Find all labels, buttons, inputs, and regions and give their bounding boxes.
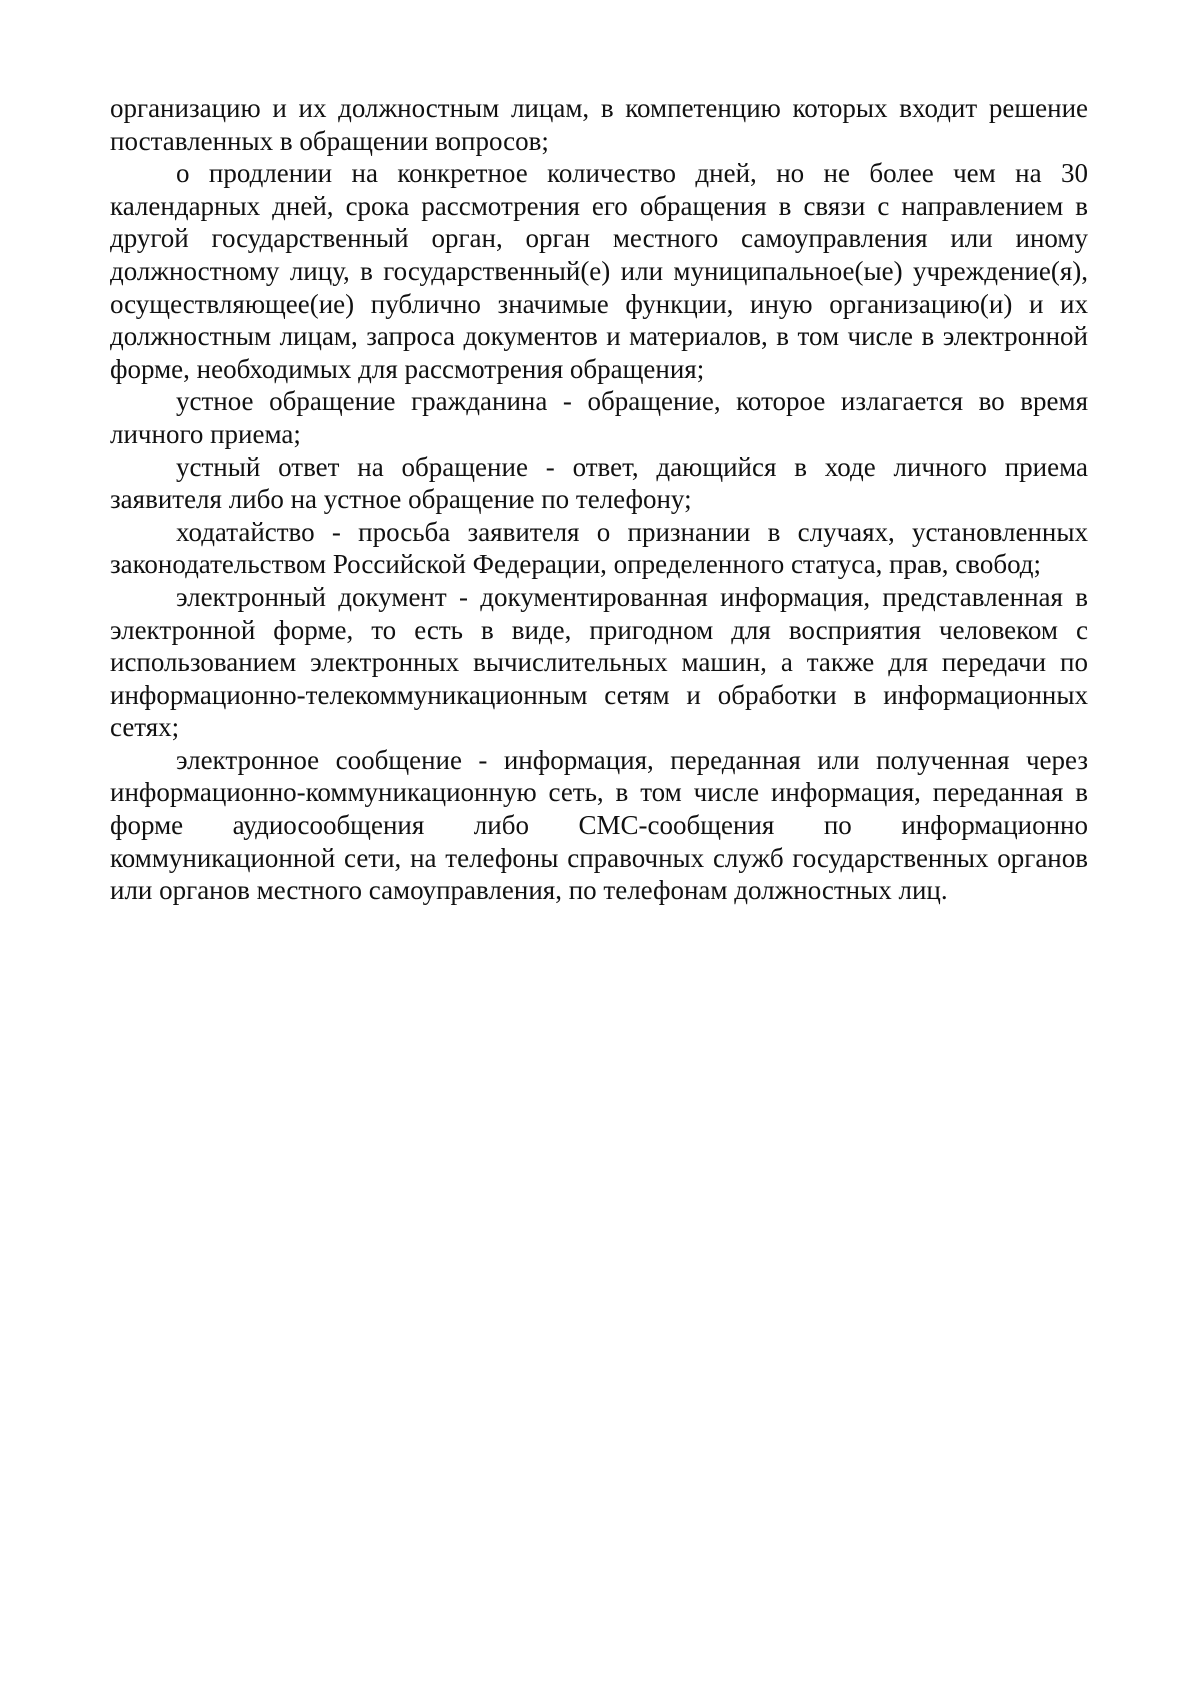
paragraph-5: ходатайство - просьба заявителя о признании в случаях, установленных законодательством Российской Федерации, определенного статуса, прав, свобод; <box>110 516 1088 580</box>
paragraph-3: устное обращение гражданина - обращение, которое излагается во время личного приема; <box>110 386 1088 449</box>
paragraph-6: электронный документ - документированная информация, представленная в электронной форме, то есть в виде, пригодном для восприятия человеком с использованием электронных вычислительных машин, а также для передачи по информационно-телекоммуникационным сетям и обработки в информационных сетях; <box>110 581 1088 743</box>
paragraph-7: электронное сообщение - информация, переданная или полученная через информационно-коммуникационную сеть, в том числе информация, переданная в форме аудиосообщения либо СМС-сообщения по информационно коммуникационной сети, на телефоны справочных служб государственных органов или органов местного самоуправления, по телефонам должностных лиц. <box>110 744 1088 906</box>
paragraph-2: о продлении на конкретное количество дней, но не более чем на 30 календарных дней, срока рассмотрения его обращения в связи с направлением в другой государственный орган, орган местного самоуправления или иному должностному лицу, в государственный(е) или муниципальное(ые) учреждение(я), осуществляющее(ие) публично значимые функции, иную организацию(и) и их должностным лицам, запроса документов и материалов, в том числе в электронной форме, необходимых для рассмотрения обращения; <box>110 158 1088 384</box>
paragraph-1: организацию и их должностным лицам, в компетенцию которых входит решение поставленных в обращении вопросов; <box>110 93 1088 156</box>
document-body <box>110 92 1088 907</box>
paragraph-4: устный ответ на обращение - ответ, дающийся в ходе личного приема заявителя либо на устное обращение по телефону; <box>110 451 1088 515</box>
